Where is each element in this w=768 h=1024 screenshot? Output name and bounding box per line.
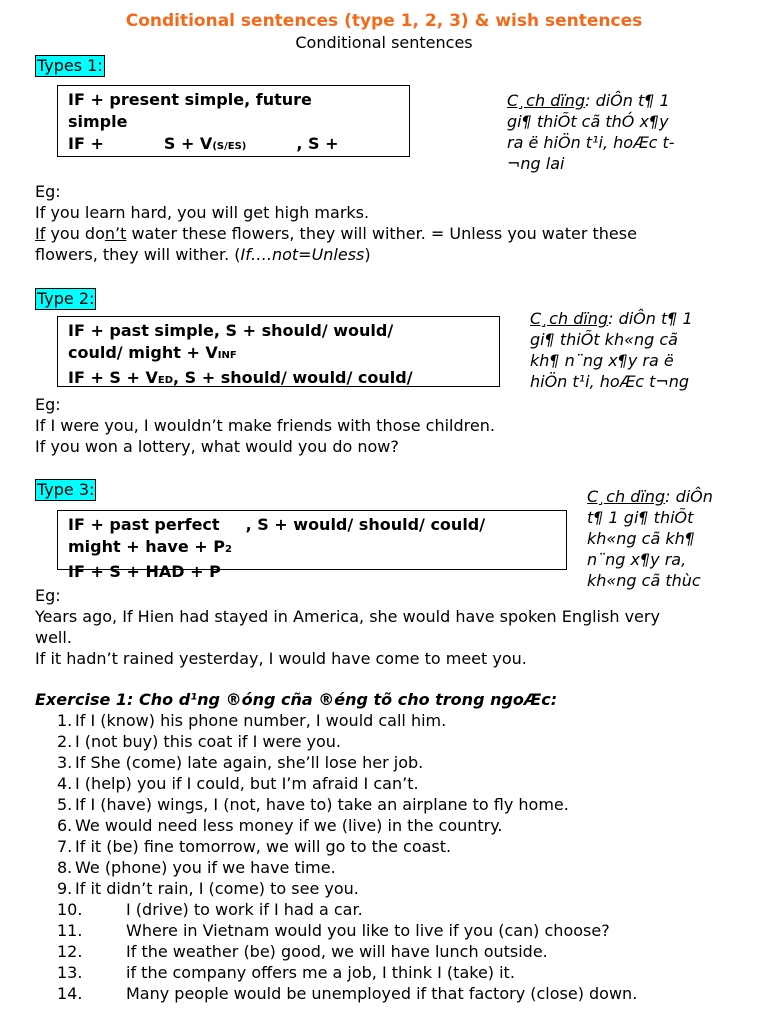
- type3-usage-note: [587, 486, 767, 592]
- exercise-item: [57, 983, 637, 1004]
- type1-note-label: C¸ch dïng: [507, 91, 586, 110]
- exercise-item-text: I (not buy) this coat if I were you.: [75, 732, 341, 751]
- exercise-item-text: We would need less money if we (live) in the country.: [75, 816, 503, 835]
- type1-example2-d: If….not=Unless: [240, 245, 365, 264]
- exercise-item: [57, 794, 569, 815]
- type2-formula-line1: IF + past simple, S + should/ would/: [68, 321, 394, 340]
- exercise-item-text: If the weather (be) good, we will have lunch outside.: [126, 942, 548, 961]
- exercise-item-number: 7.: [57, 837, 73, 856]
- type1-formula-sv: S + V: [163, 134, 213, 153]
- type1-tag: Types 1:: [37, 56, 103, 75]
- type1-formula-box: [57, 85, 410, 157]
- type2-formula-line3-sub: ED: [157, 375, 174, 386]
- exercise-item-text: If I (have) wings, I (not, have to) take an airplane to fly home.: [75, 795, 569, 814]
- type1-formula-sub: (S/ES): [212, 141, 247, 152]
- type1-formula-s: , S +: [296, 134, 339, 153]
- type1-example2: [35, 223, 637, 244]
- type1-formula-line3: [68, 133, 399, 158]
- exercise-title: Exercise 1: Cho d¹ng ®óng cña ®éng tõ cho trong ngoÆc:: [35, 690, 558, 709]
- type3-note-text3: kh«ng cã kh¶: [587, 529, 695, 548]
- type3-formula-line1: [68, 514, 556, 536]
- type3-note-text4: n¨ng x¶y ra,: [587, 550, 687, 569]
- type1-example2-cont: [35, 244, 371, 265]
- type2-eg-label: Eg:: [35, 395, 61, 414]
- exercise-item: [57, 941, 548, 962]
- exercise-item-number: 9.: [57, 879, 73, 898]
- type3-formula-line1-a: IF + past perfect: [68, 515, 220, 534]
- exercise-item-text: We (phone) you if we have time.: [75, 858, 336, 877]
- type1-example2-b: water these flowers, they will wither. = Unless you water these: [126, 224, 637, 243]
- type1-formula-line1: IF + present simple, future: [68, 90, 312, 109]
- exercise-item-text: Where in Vietnam would you like to live if you (can) choose?: [126, 921, 610, 940]
- type2-tag: Type 2:: [37, 289, 95, 308]
- exercise-item-number: 11.: [57, 921, 83, 940]
- type3-note-label: C¸ch dïng: [587, 487, 666, 506]
- document-title: Conditional sentences (type 1, 2, 3) & wish sentences: [125, 11, 643, 31]
- type3-formula-line2: [68, 536, 556, 561]
- type1-note-text3: ra ë hiÖn t¹i, hoÆc t-: [507, 133, 675, 152]
- type1-note-text2: gi¶ thiÕt cã thÓ x¶y: [507, 112, 669, 131]
- exercise-item: [57, 920, 610, 941]
- type1-formula-if: IF +: [68, 134, 104, 153]
- exercise-item-number: 12.: [57, 942, 83, 961]
- exercise-item-number: 2.: [57, 732, 73, 751]
- exercise-item-text: If She (come) late again, she’ll lose her job.: [75, 753, 424, 772]
- type3-formula-line2-sub: 2: [224, 544, 232, 555]
- type2-formula-box: [57, 316, 500, 387]
- type3-example1: Years ago, If Hien had stayed in America, she would have spoken English very: [35, 607, 660, 626]
- type2-formula-line3: [68, 367, 489, 392]
- type3-note-text1: : diÔn: [665, 487, 713, 506]
- type2-note-text4: hiÖn t¹i, hoÆc t¬ng: [530, 372, 690, 391]
- exercise-item-number: 4.: [57, 774, 73, 793]
- exercise-item-text: If it didn’t rain, I (come) to see you.: [75, 879, 359, 898]
- type1-note-text1: : diÔn t¶ 1: [585, 91, 670, 110]
- type3-formula-line2-a: might + have + P: [68, 537, 225, 556]
- type2-example2: If you won a lottery, what would you do now?: [35, 437, 399, 456]
- type1-example2-nt: n’t: [104, 224, 127, 243]
- type3-formula-line3: IF + S + HAD + P: [68, 562, 221, 581]
- type3-formula-box: [57, 510, 567, 581]
- type3-example2: If it hadn’t rained yesterday, I would have come to meet you.: [35, 649, 527, 668]
- document-subtitle: Conditional sentences: [295, 33, 473, 52]
- type2-note-label: C¸ch dïng: [530, 309, 609, 328]
- exercise-item: [57, 752, 423, 773]
- exercise-item-text: If I (know) his phone number, I would call him.: [75, 711, 447, 730]
- type3-example1-cont: well.: [35, 628, 72, 647]
- exercise-item-number: 1.: [57, 711, 73, 730]
- exercise-item: [57, 857, 336, 878]
- exercise-item-text: I (drive) to work if I had a car.: [126, 900, 363, 919]
- type1-note-text4: ¬ng lai: [507, 154, 565, 173]
- type1-example2-c: flowers, they will wither. (: [35, 245, 241, 264]
- exercise-item: [57, 710, 446, 731]
- exercise-item-text: I (help) you if I could, but I’m afraid I can’t.: [75, 774, 419, 793]
- exercise-item-number: 8.: [57, 858, 73, 877]
- exercise-item-text: Many people would be unemployed if that factory (close) down.: [126, 984, 638, 1003]
- type1-example1: If you learn hard, you will get high marks.: [35, 203, 370, 222]
- type2-note-text3: kh¶ n¨ng x¶y ra ë: [530, 351, 674, 370]
- type1-example2-if: If: [35, 224, 46, 243]
- type1-eg-label: Eg:: [35, 182, 61, 201]
- exercise-item-number: 10.: [57, 900, 83, 919]
- type2-formula-line3-a: IF + S + V: [68, 368, 158, 387]
- type2-formula-line2-sub: INF: [217, 350, 237, 361]
- type3-tag: Type 3:: [37, 480, 95, 499]
- type2-note-text2: gi¶ thiÕt kh«ng cã: [530, 330, 678, 349]
- exercise-item-number: 5.: [57, 795, 73, 814]
- exercise-item: [57, 815, 503, 836]
- type2-note-text1: : diÔn t¶ 1: [608, 309, 693, 328]
- exercise-item: [57, 773, 419, 794]
- exercise-item: [57, 899, 363, 920]
- type3-note-text5: kh«ng cã thùc: [587, 571, 701, 590]
- type2-formula-line3-b: , S + should/ would/ could/: [173, 368, 413, 387]
- exercise-item: [57, 836, 451, 857]
- type2-formula-line2: [68, 342, 489, 367]
- exercise-item: [57, 731, 341, 752]
- type3-eg-label: Eg:: [35, 586, 61, 605]
- exercise-item-text: If it (be) fine tomorrow, we will go to the coast.: [75, 837, 452, 856]
- type1-example2-a: you do: [45, 224, 105, 243]
- type3-note-text2: t¶ 1 gi¶ thiÕt: [587, 508, 694, 527]
- type3-formula-line1-b: , S + would/ should/ could/: [245, 515, 486, 534]
- exercise-item-number: 14.: [57, 984, 83, 1003]
- type2-formula-line2-a: could/ might + V: [68, 343, 218, 362]
- type1-usage-note: [507, 90, 717, 173]
- type2-usage-note: [530, 308, 740, 392]
- exercise-item: [57, 962, 515, 983]
- type1-example2-e: ): [364, 245, 371, 264]
- exercise-item-number: 3.: [57, 753, 73, 772]
- type2-example1: If I were you, I wouldn’t make friends with those children.: [35, 416, 495, 435]
- exercise-item-number: 13.: [57, 963, 83, 982]
- exercise-item-text: if the company offers me a job, I think I (take) it.: [126, 963, 515, 982]
- type1-formula-line2: simple: [68, 112, 128, 131]
- exercise-item-number: 6.: [57, 816, 73, 835]
- exercise-item: [57, 878, 359, 899]
